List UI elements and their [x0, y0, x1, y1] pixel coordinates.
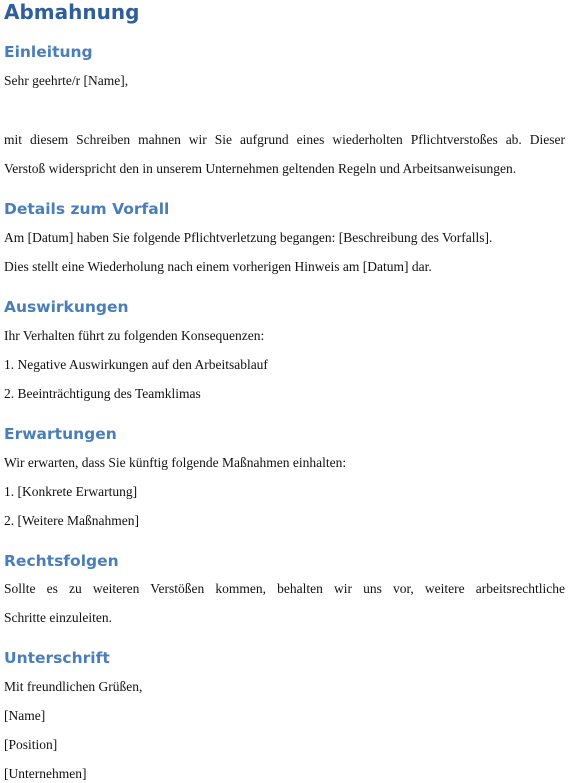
signature-name: [Name] — [4, 708, 46, 723]
details-line-1: Am [Datum] haben Sie folgende Pflichtverletzung begangen: [Beschreibung des Vorfalls]. — [4, 230, 493, 245]
heading-auswirkungen: Auswirkungen — [4, 298, 129, 316]
list-item: 2. Beeinträchtigung des Teamklimas — [4, 386, 201, 401]
signature-position: [Position] — [4, 737, 58, 752]
heading-einleitung: Einleitung — [4, 43, 93, 61]
intro-line-2: Verstoß widerspricht den in unserem Unternehmen geltenden Regeln und Arbeitsanweisungen. — [4, 161, 517, 176]
signature-company: [Unternehmen] — [4, 766, 87, 781]
list-item: 1. [Konkrete Erwartung] — [4, 484, 138, 499]
heading-erwartungen: Erwartungen — [4, 425, 117, 443]
details-line-2: Dies stellt eine Wiederholung nach einem vorherigen Hinweis am [Datum] dar. — [4, 259, 432, 274]
intro-line-1: mit diesem Schreiben mahnen wir Sie aufgrund eines wiederholten Pflichtverstoßes ab. Dieser — [4, 132, 565, 147]
auswirkungen-intro: Ihr Verhalten führt zu folgenden Konsequenzen: — [4, 328, 265, 343]
heading-details: Details zum Vorfall — [4, 200, 170, 218]
rechtsfolgen-line-1: Sollte es zu weiteren Verstößen kommen, behalten wir uns vor, weitere arbeitsrechtliche — [4, 581, 565, 596]
heading-rechtsfolgen: Rechtsfolgen — [4, 552, 119, 570]
erwartungen-intro: Wir erwarten, dass Sie künftig folgende Maßnahmen einhalten: — [4, 455, 347, 470]
salutation: Sehr geehrte/r [Name], — [4, 73, 129, 88]
list-item: 1. Negative Auswirkungen auf den Arbeitsablauf — [4, 357, 268, 372]
closing: Mit freundlichen Grüßen, — [4, 679, 143, 694]
list-item: 2. [Weitere Maßnahmen] — [4, 513, 139, 528]
document-title: Abmahnung — [4, 0, 140, 24]
heading-unterschrift: Unterschrift — [4, 649, 110, 667]
rechtsfolgen-line-2: Schritte einzuleiten. — [4, 610, 112, 625]
